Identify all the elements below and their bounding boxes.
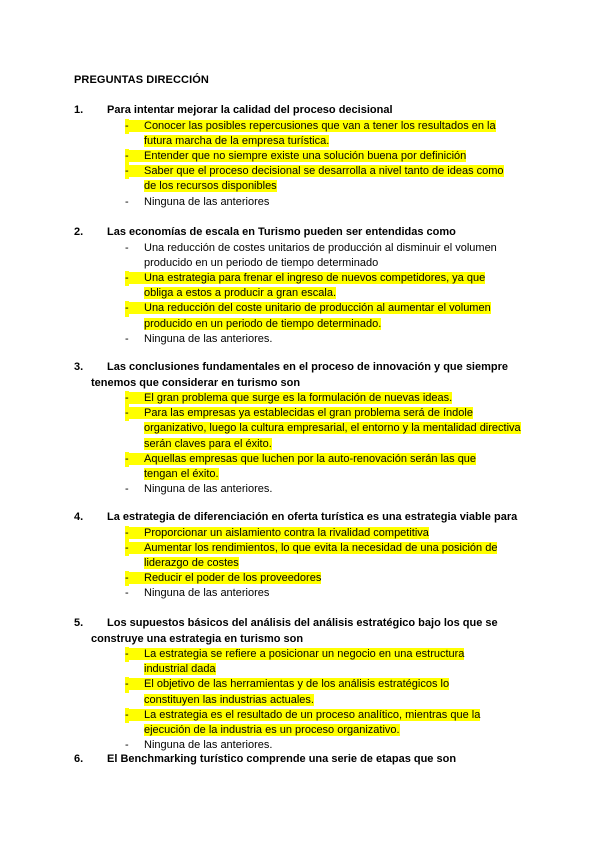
option-bullet: - [125, 271, 129, 286]
answer-option [74, 708, 534, 738]
option-text: El objetivo de las herramientas y de los análisis estratégicos lo constituyen las industrias actuales. [74, 677, 534, 707]
option-bullet: - [125, 739, 129, 752]
document-title: PREGUNTAS DIRECCIÓN [74, 74, 209, 86]
option-bullet: - [125, 241, 129, 254]
question-number: 5. [74, 617, 84, 629]
answer-option [74, 332, 534, 347]
option-text: Ninguna de las anteriores [144, 587, 270, 600]
question-text: Los supuestos básicos del análisis del análisis estratégico bajo los que se construye una estrategia en turismo son [91, 617, 498, 645]
answer-option [74, 271, 534, 301]
option-bullet: - [125, 332, 129, 345]
option-bullet: - [125, 526, 129, 541]
answer-option [74, 482, 534, 497]
option-text: El gran problema que surge es la formulación de nuevas ideas. [74, 391, 534, 406]
answer-option [74, 195, 534, 210]
question-number: 2. [74, 226, 84, 238]
answer-option [74, 677, 534, 707]
answer-option [74, 541, 534, 571]
answer-option [74, 149, 534, 164]
option-text: Ninguna de las anteriores. [144, 332, 273, 345]
option-bullet: - [125, 149, 129, 164]
option-bullet: - [125, 483, 129, 496]
option-text: Para las empresas ya establecidas el gran problema será de índole organizativo, luego la cultura empresarial, el entorno y la mentalidad directiva serán claves para el éxito. [74, 406, 534, 452]
question-heading [74, 103, 534, 119]
option-bullet: - [125, 587, 129, 600]
option-text: Una reducción del coste unitario de producción al aumentar el volumen producido en un periodo de tiempo determinado. [74, 301, 534, 331]
question-text: La estrategia de diferenciación en oferta turística es una estrategia viable para [107, 511, 518, 523]
option-bullet: - [125, 164, 129, 179]
question-text: Para intentar mejorar la calidad del proceso decisional [107, 104, 393, 116]
answer-option [74, 391, 534, 406]
question-heading [74, 360, 534, 391]
question-number: 1. [74, 104, 84, 116]
answer-option [74, 301, 534, 331]
question-4 [74, 510, 534, 602]
option-bullet: - [125, 391, 129, 406]
option-bullet: - [125, 452, 129, 467]
option-text: Proporcionar un aislamiento contra la rivalidad competitiva [74, 526, 534, 541]
question-6 [74, 752, 534, 768]
question-number: 6. [74, 753, 84, 765]
question-5 [74, 616, 534, 753]
question-number: 4. [74, 511, 84, 523]
option-text: Saber que el proceso decisional se desarrolla a nivel tanto de ideas como de los recursos disponibles [74, 164, 534, 194]
question-text: Las economías de escala en Turismo pueden ser entendidas como [107, 226, 456, 238]
answer-option [74, 452, 534, 482]
question-2 [74, 225, 534, 347]
question-3 [74, 360, 534, 497]
option-bullet: - [125, 571, 129, 586]
option-bullet: - [125, 541, 129, 556]
question-heading [74, 225, 534, 241]
option-text: Una reducción de costes unitarios de producción al disminuir el volumen producido en un periodo de tiempo determinado [144, 241, 497, 269]
question-heading [74, 616, 534, 647]
option-text: Aquellas empresas que luchen por la auto-renovación serán las que tengan el éxito. [74, 452, 534, 482]
question-1 [74, 103, 534, 210]
question-number: 3. [74, 361, 84, 373]
option-text: Una estrategia para frenar el ingreso de nuevos competidores, ya que obliga a estos a producir a gran escala. [74, 271, 534, 301]
options-list [74, 526, 534, 602]
option-text: Conocer las posibles repercusiones que van a tener los resultados en la futura marcha de la empresa turística. [74, 119, 534, 149]
options-list [74, 241, 534, 347]
question-text: El Benchmarking turístico comprende una serie de etapas que son [107, 753, 457, 765]
option-bullet: - [125, 195, 129, 208]
answer-option [74, 647, 534, 677]
option-text: Entender que no siempre existe una solución buena por definición [74, 149, 534, 164]
option-bullet: - [125, 677, 129, 692]
answer-option [74, 119, 534, 149]
option-text: Ninguna de las anteriores [144, 195, 270, 208]
answer-option [74, 241, 534, 271]
option-text: La estrategia se refiere a posicionar un negocio en una estructura industrial dada [74, 647, 534, 677]
option-text: Ninguna de las anteriores. [144, 739, 273, 752]
answer-option [74, 586, 534, 601]
option-text: Ninguna de las anteriores. [144, 483, 273, 496]
question-heading [74, 752, 534, 768]
option-bullet: - [125, 406, 129, 421]
answer-option [74, 571, 534, 586]
option-bullet: - [125, 708, 129, 723]
answer-option [74, 526, 534, 541]
option-text: Reducir el poder de los proveedores [74, 571, 534, 586]
options-list [74, 391, 534, 497]
options-list [74, 119, 534, 210]
answer-option [74, 164, 534, 194]
question-text: Las conclusiones fundamentales en el proceso de innovación y que siempre tenemos que considerar en turismo son [91, 361, 509, 389]
question-heading [74, 510, 534, 526]
answer-option [74, 406, 534, 452]
option-bullet: - [125, 119, 129, 134]
option-bullet: - [125, 301, 129, 316]
option-text: Aumentar los rendimientos, lo que evita la necesidad de una posición de liderazgo de costes [74, 541, 534, 571]
option-bullet: - [125, 647, 129, 662]
options-list [74, 647, 534, 753]
option-text: La estrategia es el resultado de un proceso analítico, mientras que la ejecución de la industria es un proceso organizativo. [74, 708, 534, 738]
